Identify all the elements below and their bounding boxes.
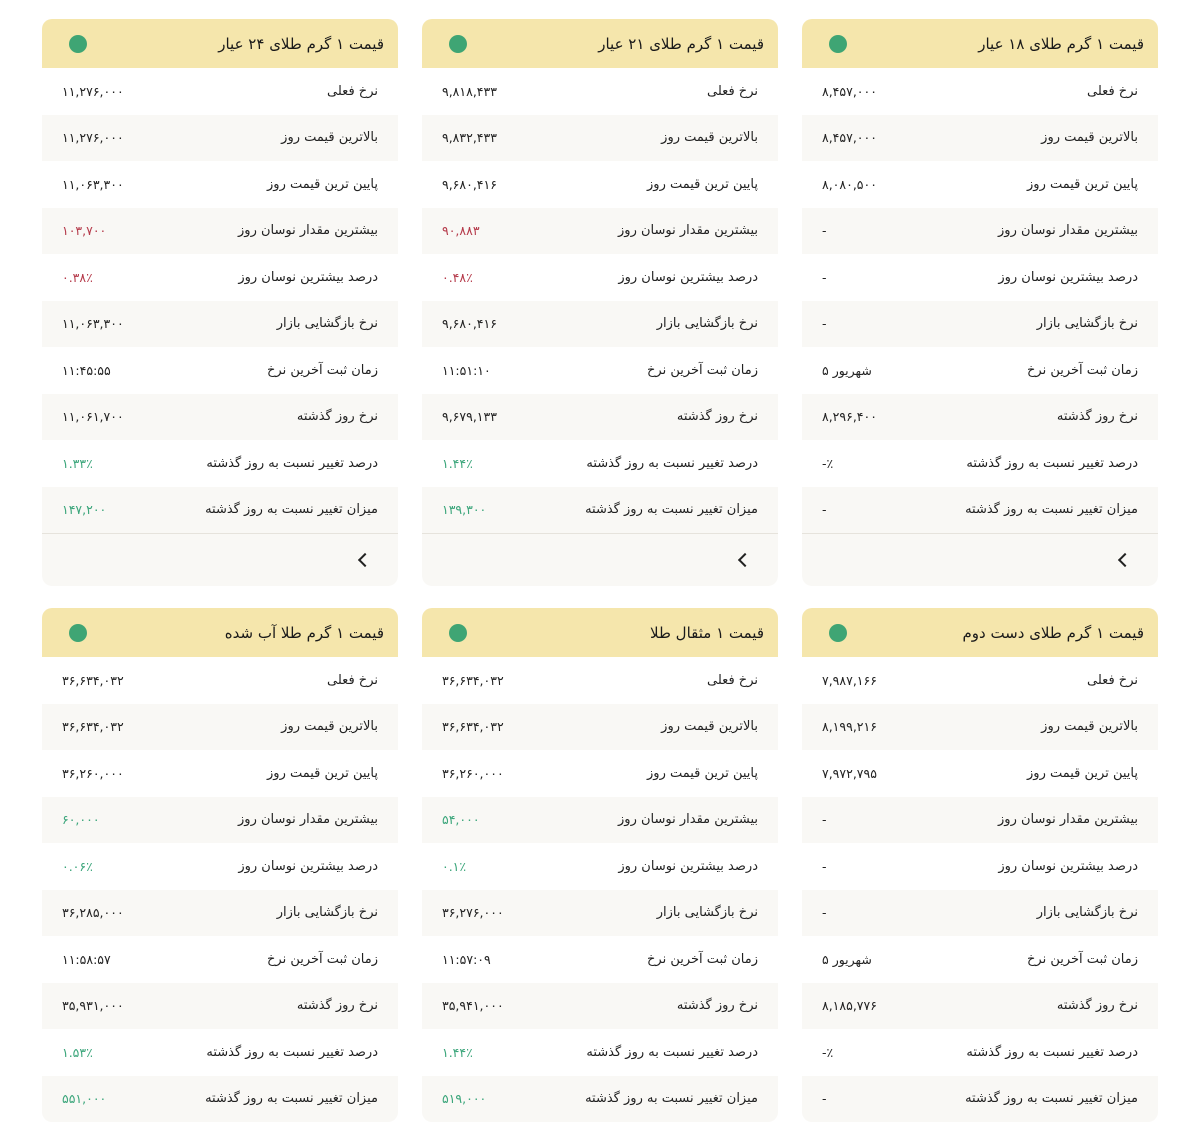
row-label: زمان ثبت آخرین نرخ [1027, 952, 1138, 967]
row-value: ۸,۱۹۹,۲۱۶ [822, 719, 877, 734]
row-label: پایین ترین قیمت روز [647, 177, 758, 192]
status-dot-icon [829, 624, 847, 642]
row-label: نرخ روز گذشته [297, 409, 378, 424]
row-label: بالاترین قیمت روز [1041, 130, 1138, 145]
table-row [802, 657, 1158, 704]
row-label: نرخ روز گذشته [677, 998, 758, 1013]
row-value: ۵۵۱,۰۰۰ [62, 1091, 106, 1106]
table-row [42, 208, 398, 255]
row-label: درصد تغییر نسبت به روز گذشته [586, 456, 758, 471]
table-row [802, 440, 1158, 487]
row-label: بالاترین قیمت روز [1041, 719, 1138, 734]
table-row [802, 301, 1158, 348]
row-value: ۹۰,۸۸۳ [442, 223, 480, 238]
row-value: ۹,۸۱۸,۴۳۳ [442, 84, 497, 99]
table-row [42, 440, 398, 487]
table-row [802, 347, 1158, 394]
price-card [802, 608, 1158, 1122]
row-value: ۱۱,۰۶۳,۳۰۰ [62, 316, 124, 331]
status-dot-icon [829, 35, 847, 53]
row-value: ۳۵,۹۳۱,۰۰۰ [62, 998, 124, 1013]
row-label: درصد بیشترین نوسان روز [998, 270, 1138, 285]
table-row [422, 890, 778, 937]
table-row [802, 890, 1158, 937]
row-value: ۳۶,۶۳۴,۰۳۲ [442, 719, 504, 734]
row-value: - [822, 223, 827, 238]
row-value: ۱۱,۰۶۱,۷۰۰ [62, 409, 124, 424]
row-label: نرخ فعلی [707, 84, 758, 99]
card-footer [422, 533, 778, 586]
row-label: پایین ترین قیمت روز [647, 766, 758, 781]
row-value: ۹,۶۸۰,۴۱۶ [442, 316, 497, 331]
row-label: نرخ بازگشایی بازار [1037, 905, 1138, 920]
row-value: ۱۱,۰۶۳,۳۰۰ [62, 177, 124, 192]
price-card [42, 608, 398, 1122]
table-row [42, 1029, 398, 1076]
chevron-left-icon[interactable] [1118, 553, 1132, 567]
table-row [802, 1029, 1158, 1076]
table-row [802, 161, 1158, 208]
row-label: نرخ بازگشایی بازار [1037, 316, 1138, 331]
row-value: ۸,۰۸۰,۵۰۰ [822, 177, 877, 192]
table-row [422, 1076, 778, 1122]
table-row [422, 161, 778, 208]
table-row [422, 487, 778, 534]
table-row [42, 68, 398, 115]
table-row [42, 1076, 398, 1122]
row-label: میزان تغییر نسبت به روز گذشته [585, 1091, 758, 1106]
card-title: قیمت ۱ گرم طلا آب شده [225, 624, 384, 642]
table-row [42, 983, 398, 1030]
card-header [422, 608, 778, 657]
row-label: میزان تغییر نسبت به روز گذشته [205, 1091, 378, 1106]
row-label: بالاترین قیمت روز [281, 130, 378, 145]
row-label: نرخ فعلی [327, 673, 378, 688]
table-row [42, 161, 398, 208]
card-header [42, 19, 398, 68]
table-row [422, 657, 778, 704]
row-value: ۶۰,۰۰۰ [62, 812, 100, 827]
row-label: بالاترین قیمت روز [661, 719, 758, 734]
row-label: زمان ثبت آخرین نرخ [647, 363, 758, 378]
row-value: ۳۶,۶۳۴,۰۳۲ [62, 719, 124, 734]
row-label: نرخ فعلی [707, 673, 758, 688]
table-row [422, 750, 778, 797]
row-value: ۰.۰۶٪ [62, 859, 93, 874]
row-label: بیشترین مقدار نوسان روز [618, 223, 758, 238]
row-value: ۱۳۹,۳۰۰ [442, 502, 486, 517]
table-row [802, 1076, 1158, 1122]
row-label: درصد بیشترین نوسان روز [618, 270, 758, 285]
table-row [42, 301, 398, 348]
table-row [802, 797, 1158, 844]
table-row [802, 208, 1158, 255]
row-label: نرخ بازگشایی بازار [657, 316, 758, 331]
row-label: پایین ترین قیمت روز [267, 766, 378, 781]
row-label: بیشترین مقدار نوسان روز [998, 223, 1138, 238]
table-row [42, 394, 398, 441]
table-row [422, 704, 778, 751]
row-value: ۸,۴۵۷,۰۰۰ [822, 130, 877, 145]
row-value: - [822, 270, 827, 285]
card-title: قیمت ۱ گرم طلای دست دوم [962, 624, 1144, 642]
row-label: درصد تغییر نسبت به روز گذشته [966, 456, 1138, 471]
table-row [422, 843, 778, 890]
table-row [802, 254, 1158, 301]
table-row [42, 657, 398, 704]
table-row [802, 487, 1158, 534]
row-label: بیشترین مقدار نوسان روز [618, 812, 758, 827]
row-label: نرخ بازگشایی بازار [277, 316, 378, 331]
status-dot-icon [69, 624, 87, 642]
table-row [802, 704, 1158, 751]
row-label: بالاترین قیمت روز [281, 719, 378, 734]
card-title: قیمت ۱ گرم طلای ۱۸ عیار [978, 35, 1144, 53]
row-value: ۸,۲۹۶,۴۰۰ [822, 409, 877, 424]
table-row [422, 440, 778, 487]
table-row [422, 394, 778, 441]
row-label: بالاترین قیمت روز [661, 130, 758, 145]
row-value: - [822, 502, 827, 517]
row-value: -٪ [822, 456, 833, 471]
row-value: ۱۴۷,۲۰۰ [62, 502, 106, 517]
row-value: ۹,۸۳۲,۴۳۳ [442, 130, 497, 145]
row-label: میزان تغییر نسبت به روز گذشته [205, 502, 378, 517]
row-label: زمان ثبت آخرین نرخ [267, 363, 378, 378]
row-value: ۸,۴۵۷,۰۰۰ [822, 84, 877, 99]
row-value: ۸,۱۸۵,۷۷۶ [822, 998, 877, 1013]
table-row [802, 68, 1158, 115]
row-label: درصد بیشترین نوسان روز [618, 859, 758, 874]
row-value: ۳۶,۲۶۰,۰۰۰ [62, 766, 124, 781]
row-label: پایین ترین قیمت روز [267, 177, 378, 192]
row-value: شهریور ۵ [822, 952, 872, 967]
table-row [422, 68, 778, 115]
row-label: نرخ روز گذشته [297, 998, 378, 1013]
table-row [802, 750, 1158, 797]
table-row [42, 750, 398, 797]
row-label: درصد بیشترین نوسان روز [998, 859, 1138, 874]
row-label: زمان ثبت آخرین نرخ [647, 952, 758, 967]
row-value: ۳۶,۲۸۵,۰۰۰ [62, 905, 124, 920]
row-value: - [822, 1091, 827, 1106]
row-value: ۱.۴۴٪ [442, 1045, 473, 1060]
row-label: درصد تغییر نسبت به روز گذشته [966, 1045, 1138, 1060]
row-value: ۱۱:۵۸:۵۷ [62, 952, 111, 967]
row-value: ۱۰۳,۷۰۰ [62, 223, 106, 238]
row-label: نرخ بازگشایی بازار [657, 905, 758, 920]
table-row [42, 704, 398, 751]
table-row [42, 347, 398, 394]
table-row [42, 843, 398, 890]
row-value: ۳۶,۶۳۴,۰۳۲ [62, 673, 124, 688]
row-label: نرخ روز گذشته [1057, 409, 1138, 424]
row-label: نرخ روز گذشته [677, 409, 758, 424]
row-value: -٪ [822, 1045, 833, 1060]
row-label: نرخ فعلی [1087, 84, 1138, 99]
card-footer [802, 533, 1158, 586]
row-value: - [822, 905, 827, 920]
table-row [422, 208, 778, 255]
row-label: بیشترین مقدار نوسان روز [238, 223, 378, 238]
row-value: ۹,۶۷۹,۱۳۳ [442, 409, 497, 424]
row-label: بیشترین مقدار نوسان روز [998, 812, 1138, 827]
table-row [42, 797, 398, 844]
row-value: ۵۱۹,۰۰۰ [442, 1091, 486, 1106]
table-row [42, 890, 398, 937]
row-label: زمان ثبت آخرین نرخ [1027, 363, 1138, 378]
chevron-left-icon[interactable] [358, 553, 372, 567]
row-label: بیشترین مقدار نوسان روز [238, 812, 378, 827]
row-value: ۵۴,۰۰۰ [442, 812, 480, 827]
chevron-left-icon[interactable] [738, 553, 752, 567]
row-label: پایین ترین قیمت روز [1027, 766, 1138, 781]
row-value: - [822, 859, 827, 874]
price-card [422, 608, 778, 1122]
table-row [42, 115, 398, 162]
table-row [422, 936, 778, 983]
row-value: ۱۱:۴۵:۵۵ [62, 363, 111, 378]
table-row [422, 983, 778, 1030]
price-card [422, 19, 778, 586]
row-value: ۱۱,۲۷۶,۰۰۰ [62, 84, 124, 99]
card-title: قیمت ۱ گرم طلای ۲۴ عیار [218, 35, 384, 53]
row-value: ۳۶,۲۷۶,۰۰۰ [442, 905, 504, 920]
table-row [422, 115, 778, 162]
row-value: - [822, 316, 827, 331]
row-value: ۱۱:۵۷:۰۹ [442, 952, 491, 967]
row-label: نرخ بازگشایی بازار [277, 905, 378, 920]
status-dot-icon [449, 624, 467, 642]
row-label: درصد تغییر نسبت به روز گذشته [206, 1045, 378, 1060]
row-label: زمان ثبت آخرین نرخ [267, 952, 378, 967]
card-header [42, 608, 398, 657]
row-value: ۱۱,۲۷۶,۰۰۰ [62, 130, 124, 145]
row-value: ۳۶,۲۶۰,۰۰۰ [442, 766, 504, 781]
card-header [802, 19, 1158, 68]
table-row [42, 254, 398, 301]
row-value: ۱.۳۳٪ [62, 456, 93, 471]
table-row [802, 115, 1158, 162]
row-value: ۰.۱٪ [442, 859, 466, 874]
row-label: پایین ترین قیمت روز [1027, 177, 1138, 192]
row-label: نرخ فعلی [327, 84, 378, 99]
table-row [422, 254, 778, 301]
table-row [42, 487, 398, 534]
row-label: درصد بیشترین نوسان روز [238, 270, 378, 285]
status-dot-icon [69, 35, 87, 53]
table-row [422, 301, 778, 348]
card-title: قیمت ۱ مثقال طلا [650, 624, 764, 642]
card-header [802, 608, 1158, 657]
row-value: ۱.۵۳٪ [62, 1045, 93, 1060]
table-row [802, 936, 1158, 983]
row-label: نرخ روز گذشته [1057, 998, 1138, 1013]
table-row [42, 936, 398, 983]
table-row [802, 843, 1158, 890]
row-value: ۱.۴۴٪ [442, 456, 473, 471]
table-row [422, 347, 778, 394]
row-label: درصد تغییر نسبت به روز گذشته [206, 456, 378, 471]
row-label: درصد تغییر نسبت به روز گذشته [586, 1045, 758, 1060]
row-value: ۱۱:۵۱:۱۰ [442, 363, 491, 378]
card-footer [42, 533, 398, 586]
row-value: ۷,۹۷۲,۷۹۵ [822, 766, 877, 781]
table-row [802, 983, 1158, 1030]
status-dot-icon [449, 35, 467, 53]
row-value: ۰.۳۸٪ [62, 270, 93, 285]
row-value: - [822, 812, 827, 827]
card-title: قیمت ۱ گرم طلای ۲۱ عیار [598, 35, 764, 53]
row-value: ۰.۴۸٪ [442, 270, 473, 285]
price-cards-grid [42, 19, 1158, 1122]
price-card [802, 19, 1158, 586]
price-card [42, 19, 398, 586]
row-label: میزان تغییر نسبت به روز گذشته [965, 502, 1138, 517]
row-label: میزان تغییر نسبت به روز گذشته [965, 1091, 1138, 1106]
row-value: ۳۵,۹۴۱,۰۰۰ [442, 998, 504, 1013]
row-value: ۳۶,۶۳۴,۰۳۲ [442, 673, 504, 688]
row-label: درصد بیشترین نوسان روز [238, 859, 378, 874]
table-row [422, 1029, 778, 1076]
row-value: ۷,۹۸۷,۱۶۶ [822, 673, 877, 688]
table-row [802, 394, 1158, 441]
row-label: میزان تغییر نسبت به روز گذشته [585, 502, 758, 517]
table-row [422, 797, 778, 844]
card-header [422, 19, 778, 68]
row-value: شهریور ۵ [822, 363, 872, 378]
row-label: نرخ فعلی [1087, 673, 1138, 688]
row-value: ۹,۶۸۰,۴۱۶ [442, 177, 497, 192]
